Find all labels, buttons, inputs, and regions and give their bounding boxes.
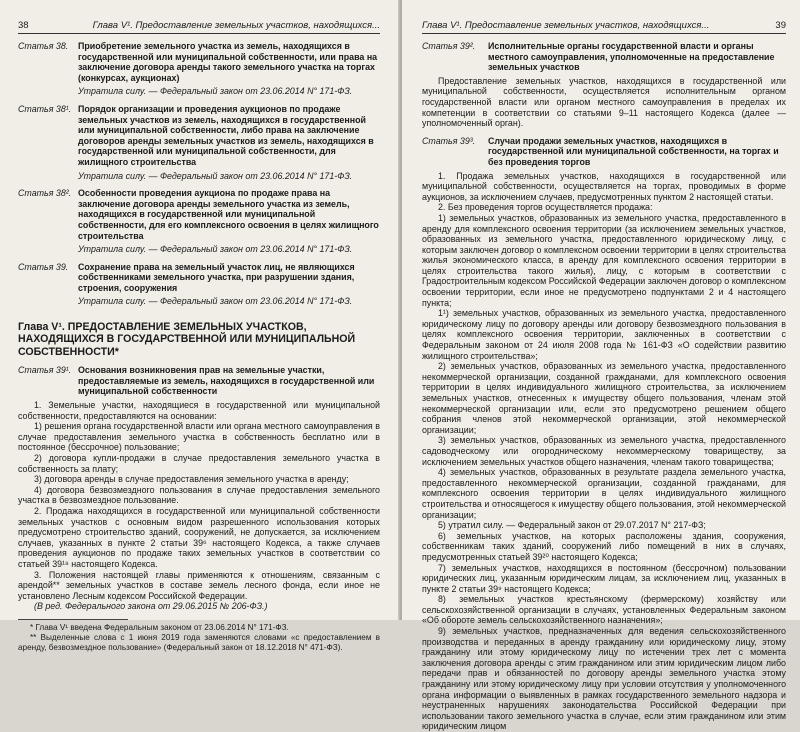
paragraph: 2) земельных участков, образованных из земельного участка, предоставленного некоммерческой организации, созданной гражданами, для комплексного освоения территории в целях индивидуального жилищного строительства, за исключением земельных участков, отнесенных к имуществу общего пользования, членам этой некоммерческой организации или, если это предусмотрено решением общего собрания членов этой некоммерческой организации, этой некоммерческой организации;: [422, 361, 786, 435]
article-label: Статья 38².: [18, 188, 72, 199]
paragraph: 5) утратил силу. — Федеральный закон от 29.07.2017 N° 217-ФЗ;: [438, 520, 706, 531]
article-39-1: [18, 365, 380, 397]
article-38-1: [18, 104, 380, 168]
repeal-note: Утратила силу. — Федеральный закон от 23.06.2014 N° 171-ФЗ.: [78, 244, 353, 255]
left-running-header: [18, 0, 380, 34]
article-label: Статья 39².: [422, 41, 476, 51]
right-running-header: [422, 0, 786, 34]
paragraph: 2. Без проведения торгов осуществляется продажа:: [438, 202, 653, 213]
chapter-heading: Глава V¹. ПРЕДОСТАВЛЕНИЕ ЗЕМЕЛЬНЫХ УЧАСТКОВ, НАХОДЯЩИХСЯ В ГОСУДАРСТВЕННОЙ ИЛИ МУНИЦИПАЛЬНОЙ СОБСТВЕННОСТИ*: [18, 321, 356, 358]
right-page-number: 39: [775, 20, 786, 31]
footnotes: [18, 623, 380, 653]
paragraph: 3) земельных участков, образованных из земельного участка, предоставленного садоводческому или огородническому некоммерческому товариществу, за исключением земельных участков общего назначения, членам такого товарищества;: [422, 435, 786, 467]
edit-note: (В ред. Федерального закона от 29.06.2015 № 206-ФЗ.): [34, 601, 268, 612]
footnote: ** Выделенные слова с 1 июня 2019 года заменяются словами «с предоставлением в аренду, безвозмездное пользование» (Федеральный закон от 18.12.2018 N° 471-ФЗ).: [18, 632, 380, 652]
article-title: Порядок организации и проведения аукционов по продаже земельных участков из земель, находящихся в государственной или муниципальной собственности, либо права на заключение договоров аренды земельных участков из земель, находящихся в государственной или муниципальной собственности, для жилищного строительства: [78, 103, 374, 167]
article-39-2-body: [422, 76, 786, 129]
article-38-2: [18, 188, 380, 241]
article-39: [18, 262, 380, 294]
article-title: Особенности проведения аукциона по продаже права на заключение договора аренды земельного участка из земель, находящихся в государственной или муниципальной собственности, для его комплексного освоения в целях жилищного строительства: [78, 188, 379, 241]
paragraph: 6) земельных участков, на которых расположены здания, сооружения, собственникам таких зданий, сооружений либо помещений в них в случаях, предусмотренных статьей 39²⁰ настоящего Кодекса;: [422, 530, 786, 562]
paragraph: 9) земельных участков, предназначенных для ведения сельскохозяйственного производства и переданных в аренду гражданину или юридическому лицу, этому гражданину или этому юридическому лицу по истечении трех лет с момента заключения договора аренды с этим гражданином или этим юридическим лицом либо передачи прав и обязанностей по договору аренды земельного участка этому гражданину или этому юридическому лицу при условии отсутствия у уполномоченного органа информации о выявленных в рамках государственного земельного надзора и неустраненных нарушениях законодательства Российской Федерации при использовании такого земельного участка в случае, если этим гражданином или этим юридическим лицом: [422, 626, 786, 732]
paragraph: 4) земельных участков, образованных в результате раздела земельного участка, предоставленного некоммерческой организации, созданной гражданами, для комплексного освоения территории в целях индивидуального жилищного строительства и относящегося к имуществу общего пользования, этой некоммерческой организации;: [422, 467, 786, 520]
paragraph: 1¹) земельных участков, образованных из земельного участка, предоставленного юридическому лицу по договору аренды или договору безвозмездного пользования в целях комплексного освоения территории, заключенных в соответствии с Федеральным законом от 24 июля 2008 года № 161-ФЗ «О содействии развитию жилищного строительства»;: [422, 308, 786, 361]
article-title: Приобретение земельного участка из земель, находящихся в государственной или муниципальной собственности, или права на заключение договора аренды такого земельного участка на торгах (конкурсах, аукционах): [78, 41, 378, 83]
paragraph: 2) договора купли-продажи в случае предоставления земельного участка в собственность за плату;: [18, 453, 380, 474]
right-page: [402, 0, 800, 732]
article-label: Статья 39.: [18, 261, 69, 272]
repeal-note: Утратила силу. — Федеральный закон от 23.06.2014 N° 171-ФЗ.: [78, 296, 353, 307]
left-page: [0, 0, 400, 652]
paragraph: 8) земельных участков крестьянскому (фермерскому) хозяйству или сельскохозяйственной организации в случаях, установленных Федеральным законом «Об обороте земель сельскохозяйственного назначения»;: [422, 594, 786, 626]
article-title: Сохранение права на земельный участок лиц, не являющихся собственниками земельного участка, при разрушении здания, строения, сооружения: [78, 261, 355, 293]
article-title: Случаи продажи земельных участков, находящихся в государственной или муниципальной собственности, на торгах и без проведения торгов: [488, 135, 779, 167]
article-39-3-body: [422, 171, 786, 732]
paragraph: 2. Продажа находящихся в государственной или муниципальной собственности земельных участков с основным видом разрешенного использования которых предусмотрено строительство зданий, сооружений, не допускается, за исключением случаев, указанных в пункте 2 статьи 39⁶ настоящего Кодекса, а также случаев проведения аукционов по продаже таких земельных участков в соответствии со статьей 39¹⁸ настоящего Кодекса.: [18, 506, 380, 569]
paragraph: Предоставление земельных участков, находящихся в государственной или муниципальной собственности, осуществляется исполнительным органом государственной власти или органом местного самоуправления в пределах их компетенции в соответствии со статьями 9–11 настоящего Кодекса (далее — уполномоченный орган).: [422, 75, 786, 129]
footnote-rule: [18, 619, 128, 620]
article-title: Основания возникновения прав на земельные участки, предоставляемые из земель, находящихся в государственной или муниципальной собственности: [78, 365, 375, 397]
article-39-1-body: [18, 400, 380, 612]
article-label: Статья 39¹.: [18, 365, 72, 376]
article-title: Исполнительные органы государственной власти и органы местного самоуправления, уполномоченные на предоставление земельных участков: [488, 41, 775, 73]
article-label: Статья 39³.: [422, 135, 476, 146]
paragraph: 4) договора безвозмездного пользования в случае предоставления земельного участка в безвозмездное пользование.: [18, 484, 380, 506]
article-39-3: [422, 136, 786, 168]
paragraph: 1) земельных участков, образованных из земельного участка, предоставленного в аренду для комплексного освоения территории (за исключением земельных участков, образованных из земельного участка, предоставленного юридическому лицу, с которым заключен договор о комплексном освоении территории в целях строительства жилья экономического класса, в аренду для комплексного освоения территории в целях строительства такого жилья), лицу, с которым в соответствии с Градостроительным кодексом Российской Федерации заключен договор о комплексном освоении территории, если иное не предусмотрено подпунктами 2 и 4 настоящего пункта;: [422, 212, 787, 308]
paragraph: 3. Положения настоящей главы применяются к отношениям, связанным с арендой** земельных участков в составе земель лесного фонда, если иное не установлено Лесным кодексом Российской Федерации.: [18, 569, 380, 601]
left-running-title: Глава V¹. Предоставление земельных участков, находящихся...: [92, 20, 380, 31]
paragraph: 3) договора аренды в случае предоставления земельного участка в аренду;: [34, 474, 349, 485]
paragraph: 1. Продажа земельных участков, находящихся в государственной или муниципальной собственности, осуществляется на торгах, проводимых в форме аукционов, за исключением случаев, предусмотренных пунктом 2 настоящей статьи.: [422, 170, 786, 202]
repeal-note: Утратила силу. — Федеральный закон от 23.06.2014 N° 171-ФЗ.: [78, 170, 353, 181]
left-page-number: 38: [18, 20, 29, 31]
article-38: [18, 41, 380, 83]
paragraph: 1. Земельные участки, находящиеся в государственной или муниципальной собственности, предоставляются на основании:: [18, 400, 380, 421]
article-label: Статья 38¹.: [18, 103, 72, 114]
paragraph: 7) земельных участков, находящихся в постоянном (бессрочном) пользовании юридических лиц, указанным юридическим лицам, за исключением лиц, указанных в пункте 2 статьи 39⁹ настоящего Кодекса;: [422, 562, 786, 594]
paragraph: 1) решения органа государственной власти или органа местного самоуправления в случае предоставления земельного участка в собственность бесплатно или в постоянное (бессрочное) пользование;: [18, 421, 380, 453]
article-39-2: [422, 41, 786, 73]
footnote: * Глава V¹ введена Федеральным законом от 23.06.2014 N° 171-ФЗ.: [30, 622, 289, 632]
article-label: Статья 38.: [18, 41, 69, 51]
repeal-note: Утратила силу. — Федеральный закон от 23.06.2014 N° 171-ФЗ.: [78, 86, 353, 97]
right-running-title: Глава V¹. Предоставление земельных участков, находящихся...: [422, 20, 710, 31]
